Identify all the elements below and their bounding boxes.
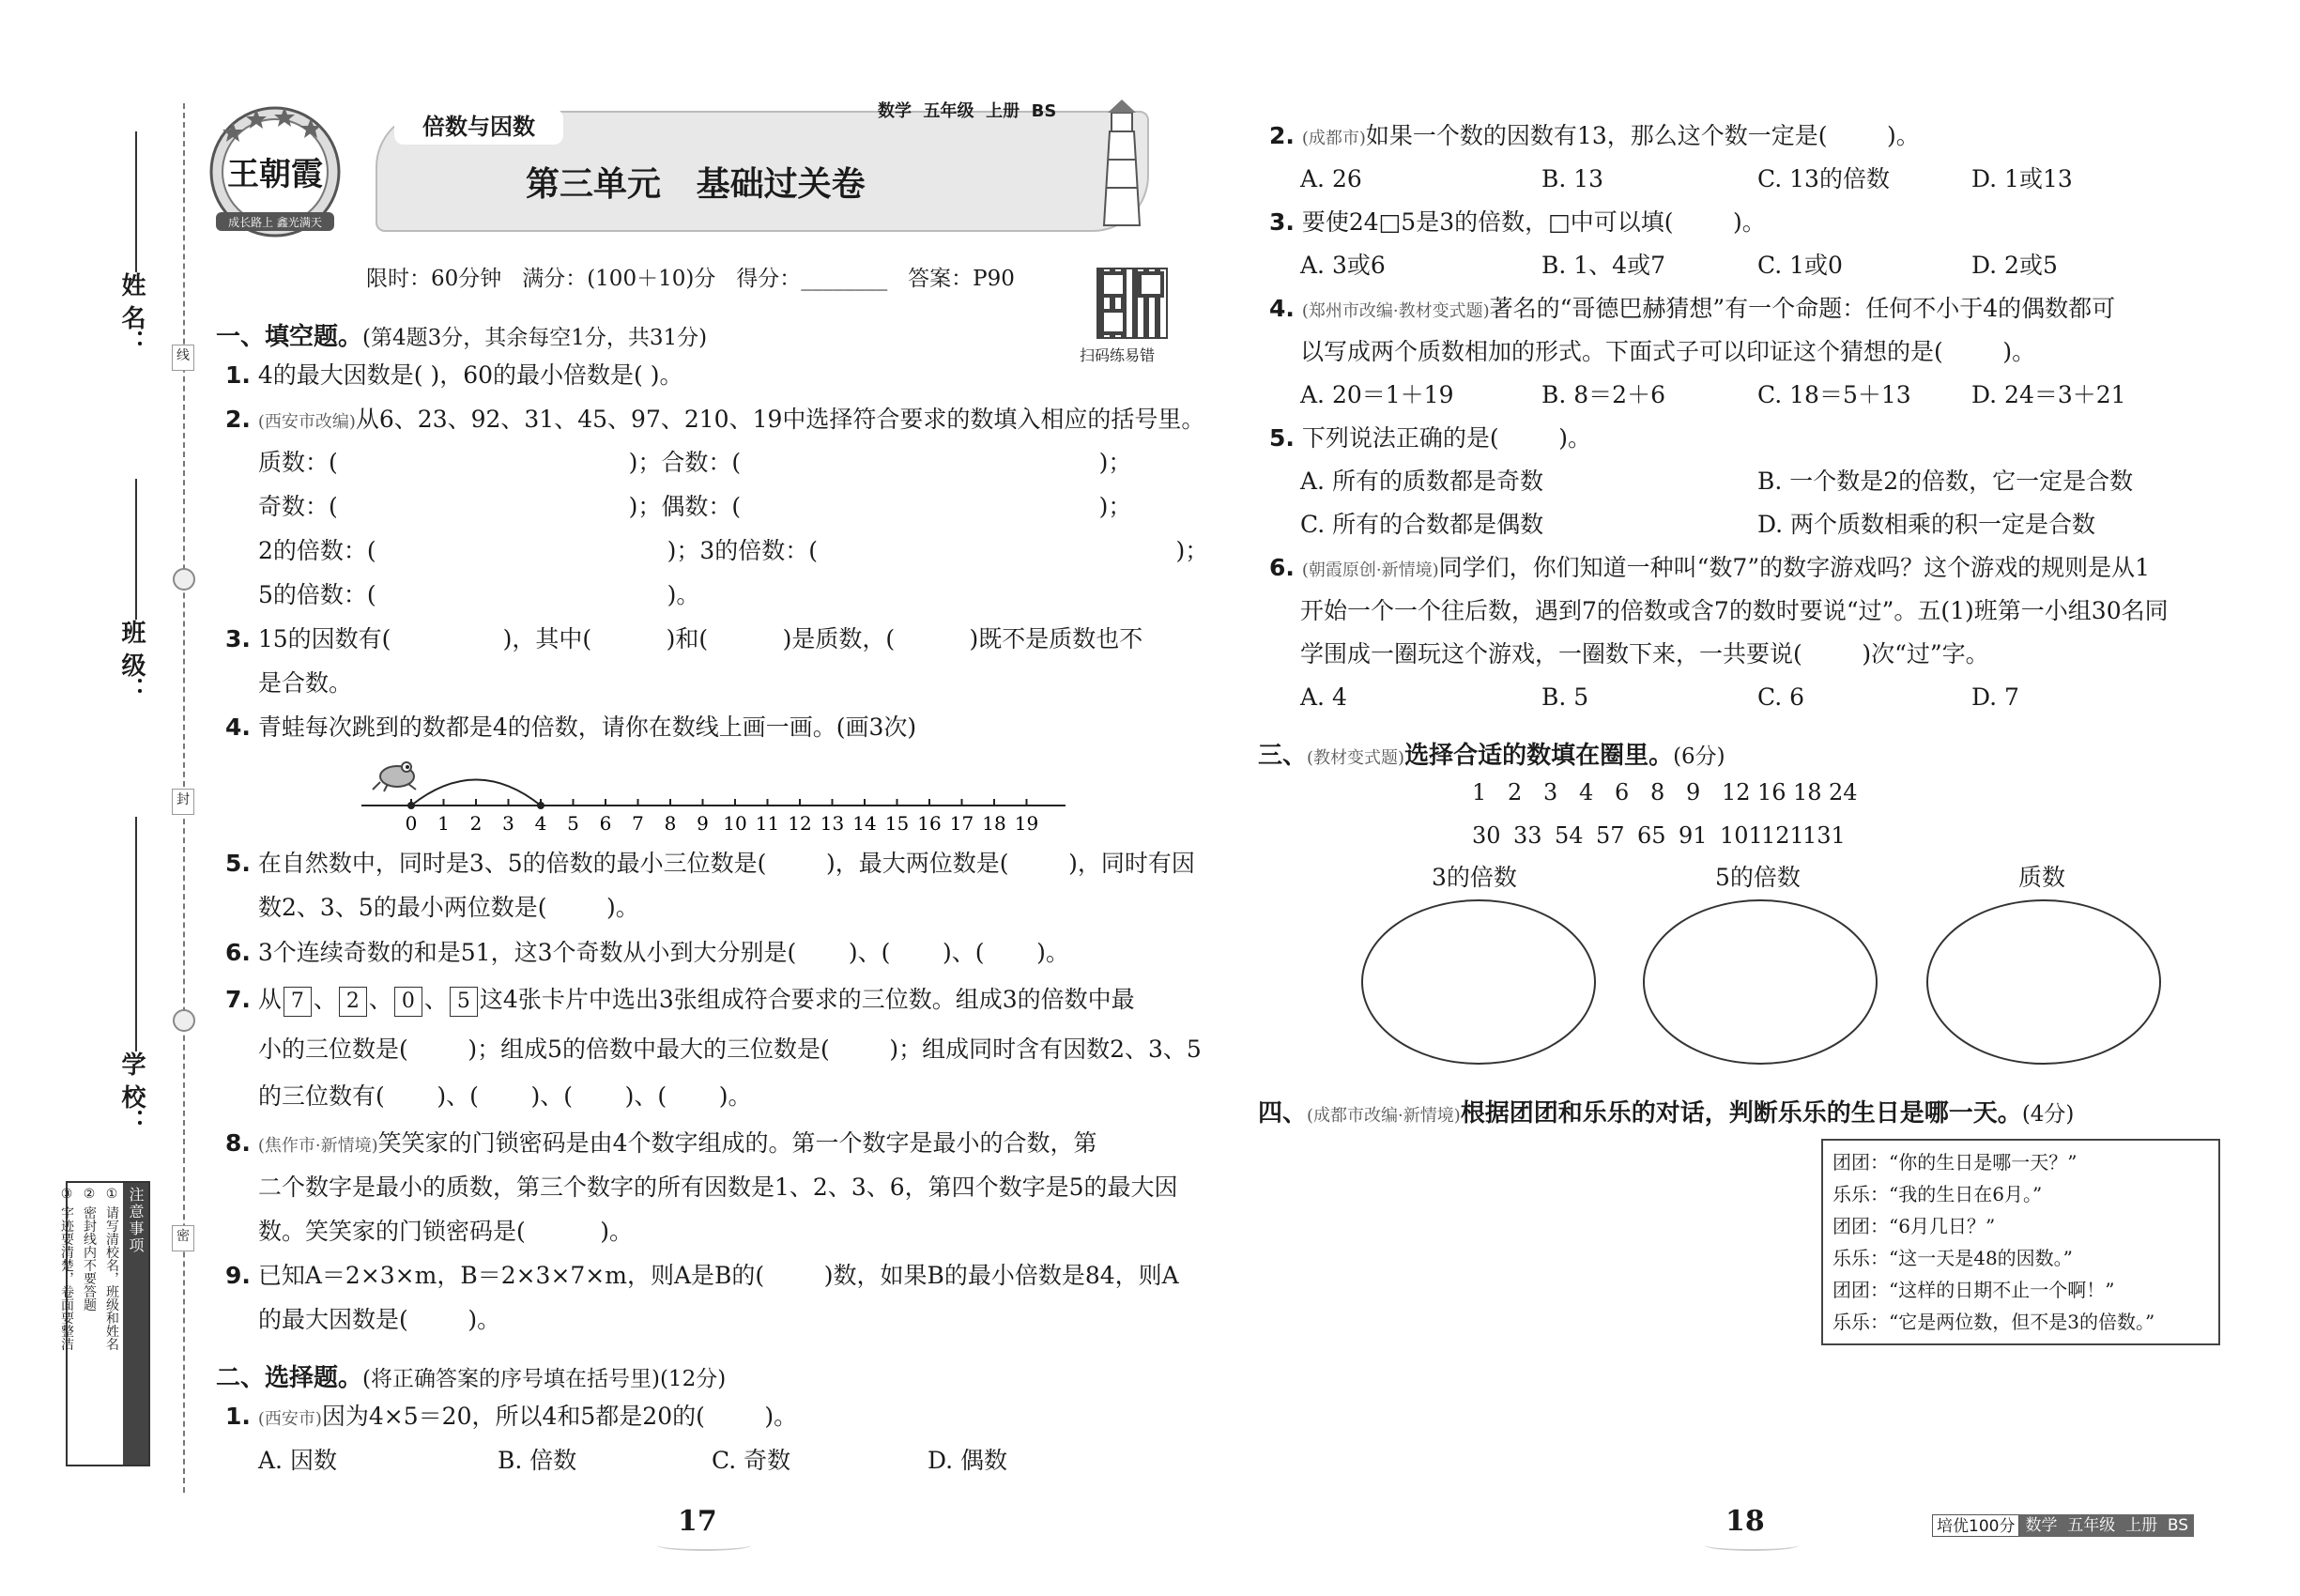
cut-mark: 线 <box>172 345 194 371</box>
name-field[interactable] <box>135 131 137 272</box>
tick-label: 17 <box>949 812 974 835</box>
question-text: 下列说法正确的是( )。 <box>1301 424 1591 452</box>
notice-box <box>59 1181 150 1466</box>
page-title: 第三单元 基础过关卷 <box>526 165 866 204</box>
number-card: 0 <box>394 987 422 1017</box>
source-tag: (焦作市·新情境) <box>257 1136 378 1156</box>
q1-2-mult2: 2的倍数：( )；3的倍数：( )； <box>258 537 1209 564</box>
option[interactable]: A. 所有的质数都是奇数 <box>1300 468 1543 495</box>
option[interactable]: C. 13的倍数 <box>1757 165 1890 192</box>
q2-4-cont: 以写成两个质数相加的形式。下面式子可以印证这个猜想的是( )。 <box>1300 338 2036 365</box>
cut-mark: 密 <box>172 1225 194 1251</box>
q1-2-prime: 质数：( )；合数：( )； <box>258 449 1132 476</box>
tick-label: 12 <box>788 812 812 835</box>
candidate-number: 33 <box>1513 822 1542 849</box>
candidate-number: 131 <box>1802 822 1846 849</box>
punch-hole <box>173 1009 195 1032</box>
tick-label: 3 <box>502 812 514 835</box>
q2-4: 4. (郑州市改编·教材变式题)著名的“哥德巴赫猜想”有一个命题：任何不小于4的偶数都可 <box>1269 295 2116 322</box>
notice-item: ① 请写清校名，班级和姓名 <box>104 1187 119 1351</box>
exam-info: 限时：60分钟 满分：(100＋10)分 得分：________ 答案：P90 <box>366 267 1015 291</box>
candidate-number: 18 <box>1793 779 1822 806</box>
candidate-number: 9 <box>1686 779 1701 806</box>
notice-item: ③ 字迹要清楚，卷面要整洁 <box>59 1187 74 1351</box>
brand-logo <box>205 101 345 242</box>
footer-badge-brand: 培优100分 <box>1932 1514 2019 1537</box>
q1-7: 7. 从 7 、 2 、 0 、 5 这4张卡片中选出3张组成符合要求的三位数。组成3的倍数中最 <box>225 986 1135 1017</box>
tick-label: 19 <box>1014 812 1039 835</box>
section2-title <box>216 1358 726 1393</box>
tick-label: 10 <box>723 812 747 835</box>
tick-label: 9 <box>697 812 709 835</box>
source-tag: (教材变式题) <box>1307 748 1405 768</box>
section-text: 选择合适的数填在圈里。 <box>1404 742 1674 770</box>
option[interactable]: D. 两个质数相乘的积一定是合数 <box>1757 511 2096 538</box>
tick-label: 16 <box>917 812 942 835</box>
question-text: 要使24□5是3的倍数，□中可以填( )。 <box>1301 208 1766 236</box>
dialog-line: 乐乐：“它是两位数，但不是3的倍数。” <box>1832 1311 2155 1333</box>
section-heading: 三、 <box>1258 742 1308 770</box>
question-text: 这4张卡片中选出3张组成符合要求的三位数。组成3的倍数中最 <box>479 986 1135 1013</box>
answer-circle-primes[interactable] <box>1926 899 2161 1065</box>
tick-label: 14 <box>852 812 877 835</box>
qr-label: 扫码练易错 <box>1080 346 1156 364</box>
q1-5-cont: 数2、3、5的最小两位数是( )。 <box>258 894 639 921</box>
circle-label: 5的倍数 <box>1715 864 1801 891</box>
option[interactable]: A. 20＝1＋19 <box>1300 381 1454 408</box>
page-number-left: 17 <box>678 1505 717 1538</box>
source-tag: (西安市改编) <box>257 412 356 432</box>
dialog-line: 乐乐：“我的生日在6月。” <box>1832 1183 2043 1205</box>
candidate-number: 8 <box>1650 779 1665 806</box>
source-tag: (朝霞原创·新情境) <box>1301 560 1439 580</box>
option[interactable]: C. 1或0 <box>1757 252 1843 279</box>
number-card: 7 <box>284 987 312 1017</box>
answer-circle-multiples-of-5[interactable] <box>1643 899 1878 1065</box>
q2-6: 6. (朝霞原创·新情境)同学们，你们知道一种叫“数7”的数字游戏吗？这个游戏的规则是从1 <box>1269 554 2151 581</box>
candidate-number: 4 <box>1579 779 1594 806</box>
footer-badge <box>1932 1514 2194 1537</box>
q1-8: 8. (焦作市·新情境)笑笑家的门锁密码是由4个数字组成的。第一个数字是最小的合数，第 <box>225 1129 1097 1157</box>
qr-code[interactable] <box>1096 268 1168 339</box>
q1-9-cont: 的最大因数是( )。 <box>258 1306 501 1333</box>
option[interactable]: B. 1、4或7 <box>1541 252 1665 279</box>
question-text: 如果一个数的因数有13，那么这个数一定是( )。 <box>1365 122 1920 149</box>
q1-7-cont: 的三位数有( )、( )、( )、( )。 <box>258 1082 752 1110</box>
book-meta: 数学 五年级 上册 BS <box>878 101 1057 121</box>
candidate-number: 3 <box>1543 779 1558 806</box>
source-tag: (成都市) <box>1301 129 1366 148</box>
number-row <box>1472 822 1923 851</box>
option[interactable]: D. 偶数 <box>928 1447 1008 1474</box>
tick-label: 1 <box>437 812 450 835</box>
frog-icon <box>371 756 422 793</box>
option[interactable]: D. 1或13 <box>1971 165 2073 192</box>
q2-2: 2. (成都市)如果一个数的因数有13，那么这个数一定是( )。 <box>1269 122 1920 149</box>
section1-title <box>216 317 707 352</box>
section-text: 根据团团和乐乐的对话，判断乐乐的生日是哪一天。 <box>1460 1099 2022 1128</box>
tick-label: 0 <box>405 812 418 835</box>
q1-2: 2. (西安市改编)从6、23、92、31、45、97、210、19中选择符合要求的数填入相应的括号里。 <box>225 406 1205 433</box>
candidate-number: 121 <box>1761 822 1804 849</box>
footer-badge-meta: 数学 五年级 上册 BS <box>2019 1514 2194 1537</box>
notice-title: 注意事项 <box>123 1183 148 1465</box>
option[interactable]: B. 一个数是2的倍数，它一定是合数 <box>1757 468 2134 495</box>
brand-name: 王朝霞 <box>227 156 323 193</box>
section-note: (将正确答案的序号填在括号里)(12分) <box>362 1367 727 1391</box>
punch-hole <box>173 568 195 591</box>
cut-mark: 封 <box>172 789 194 815</box>
q1-2-odd: 奇数：( )；偶数：( )； <box>258 493 1132 520</box>
candidate-number: 2 <box>1508 779 1523 806</box>
q1-8-cont: 数。笑笑家的门锁密码是( )。 <box>258 1218 633 1245</box>
name-label: 姓 名： <box>117 272 146 355</box>
option[interactable]: A. 4 <box>1300 683 1347 711</box>
section-note: (4分) <box>2021 1102 2075 1127</box>
question-text: 15的因数有( )，其中( )和( )是质数，( )既不是质数也不 <box>257 625 1143 652</box>
source-tag: (郑州市改编·教材变式题) <box>1301 301 1490 321</box>
candidate-number: 57 <box>1596 822 1625 849</box>
q1-7-cont: 小的三位数是( )；组成5的倍数中最大的三位数是( )；组成同时含有因数2、3、5 <box>258 1036 1202 1063</box>
question-text: 已知A＝2×3×m，B＝2×3×7×m，则A是B的( )数，如果B的最小倍数是84，则A <box>257 1262 1179 1289</box>
wave-ornament <box>657 1540 751 1551</box>
question-text: 因为4×5＝20，所以4和5都是20的( )。 <box>321 1403 798 1430</box>
tick-label: 13 <box>820 812 845 835</box>
option[interactable]: C. 18＝5＋13 <box>1757 381 1911 408</box>
jump-point <box>537 802 544 809</box>
q2-6-cont: 开始一个一个往后数，遇到7的倍数或含7的数时要说“过”。五(1)班第一小组30名同 <box>1300 597 2169 624</box>
tick-label: 18 <box>982 812 1006 835</box>
option[interactable]: C. 所有的合数都是偶数 <box>1300 511 1544 538</box>
option[interactable]: B. 倍数 <box>498 1447 577 1474</box>
option[interactable]: C. 奇数 <box>712 1447 791 1474</box>
circle-label: 质数 <box>2018 864 2066 891</box>
option[interactable]: D. 7 <box>1971 683 2019 711</box>
class-field[interactable] <box>135 479 137 620</box>
q1-3: 3. 15的因数有( )，其中( )和( )是质数，( )既不是质数也不 <box>225 625 1143 652</box>
source-tag: (成都市改编·新情境) <box>1307 1106 1461 1126</box>
source-tag: (西安市) <box>257 1409 322 1429</box>
option[interactable]: D. 2或5 <box>1971 252 2058 279</box>
page-number-right: 18 <box>1725 1505 1765 1538</box>
question-text: 笑笑家的门锁密码是由4个数字组成的。第一个数字是最小的合数，第 <box>377 1129 1097 1157</box>
topic-tab: 倍数与因数 <box>394 109 563 145</box>
q1-1: 1. 4的最大因数是( )，60的最小倍数是( )。 <box>225 361 683 389</box>
candidate-number: 1 <box>1472 779 1487 806</box>
q2-6-cont: 学围成一圈玩这个游戏，一圈数下来，一共要说( )次“过”字。 <box>1300 640 1989 668</box>
candidate-number: 24 <box>1829 779 1858 806</box>
candidate-number: 12 <box>1722 779 1751 806</box>
candidate-number: 54 <box>1555 822 1584 849</box>
class-label: 班 级： <box>117 620 146 702</box>
q1-3-cont: 是合数。 <box>258 669 353 697</box>
candidate-number: 91 <box>1679 822 1708 849</box>
dialog-line: 团团：“6月几日？” <box>1832 1215 1996 1237</box>
q1-9: 9. 已知A＝2×3×m，B＝2×3×7×m，则A是B的( )数，如果B的最小倍数是84，则A <box>225 1262 1179 1289</box>
lighthouse-icon <box>1089 94 1155 235</box>
tick-label: 5 <box>567 812 579 835</box>
question-text: 3个连续奇数的和是51，这3个奇数从小到大分别是( )、( )、( )。 <box>257 939 1069 966</box>
question-text: 从6、23、92、31、45、97、210、19中选择符合要求的数填入相应的括号里。 <box>355 406 1205 433</box>
question-text: 著名的“哥德巴赫猜想”有一个命题：任何不小于4的偶数都可 <box>1489 295 2116 322</box>
tick-label: 15 <box>884 812 910 835</box>
number-card: 2 <box>339 987 367 1017</box>
tick-label: 11 <box>755 812 780 835</box>
q1-2-mult5: 5的倍数：( )。 <box>258 581 700 608</box>
question-text: 同学们，你们知道一种叫“数7”的数字游戏吗？这个游戏的规则是从1 <box>1438 554 2151 581</box>
option[interactable]: A. 26 <box>1300 165 1362 192</box>
dialog-box <box>1821 1139 2220 1345</box>
option[interactable]: B. 8＝2＋6 <box>1541 381 1665 408</box>
question-text: 在自然数中，同时是3、5的倍数的最小三位数是( )，最大两位数是( )，同时有因 <box>257 850 1195 877</box>
candidate-number: 101 <box>1720 822 1763 849</box>
question-text: 4的最大因数是( )，60的最小倍数是( )。 <box>257 361 683 389</box>
number-row <box>1472 779 1923 807</box>
number-line[interactable] <box>357 751 1070 840</box>
school-field[interactable] <box>135 817 137 1051</box>
number-line-svg <box>357 751 1070 840</box>
section-note: (6分) <box>1673 744 1725 769</box>
number-card: 5 <box>450 987 478 1017</box>
tick-label: 2 <box>469 812 483 835</box>
option[interactable]: B. 5 <box>1541 683 1589 711</box>
question-text: 青蛙每次跳到的数都是4的倍数，请你在数线上画一画。(画3次) <box>257 714 917 741</box>
section4-title <box>1258 1094 2074 1128</box>
section3-title <box>1258 736 1725 771</box>
candidate-number: 6 <box>1615 779 1630 806</box>
tick-label: 8 <box>664 812 677 835</box>
circle-label: 3的倍数 <box>1432 864 1517 891</box>
option[interactable]: A. 3或6 <box>1300 252 1386 279</box>
tick-label: 4 <box>534 812 547 835</box>
q1-6: 6. 3个连续奇数的和是51，这3个奇数从小到大分别是( )、( )、( )。 <box>225 939 1069 966</box>
tick-label: 7 <box>632 812 644 835</box>
option[interactable]: B. 13 <box>1541 165 1604 192</box>
section-note: (第4题3分，其余每空1分，共31分) <box>362 326 708 350</box>
section-heading: 四、 <box>1258 1099 1308 1128</box>
candidate-number: 65 <box>1637 822 1666 849</box>
q2-3: 3. 要使24□5是3的倍数，□中可以填( )。 <box>1269 208 1766 236</box>
candidate-number: 16 <box>1757 779 1786 806</box>
option[interactable]: D. 24＝3＋21 <box>1971 381 2126 408</box>
option[interactable]: A. 因数 <box>258 1447 337 1474</box>
q2-1: 1. (西安市)因为4×5＝20，所以4和5都是20的( )。 <box>225 1403 798 1430</box>
q1-8-cont: 二个数字是最小的质数，第三个数字的所有因数是1、2、3、6，第四个数字是5的最大因 <box>258 1174 1178 1201</box>
notice-item: ② 密封线内不要答题 <box>82 1187 97 1312</box>
question-text: 从 <box>257 986 282 1013</box>
candidate-number: 30 <box>1472 822 1501 849</box>
q1-4: 4. 青蛙每次跳到的数都是4的倍数，请你在数线上画一画。(画3次) <box>225 714 917 741</box>
wave-ornament <box>1705 1540 1799 1551</box>
option[interactable]: C. 6 <box>1757 683 1805 711</box>
answer-circle-multiples-of-3[interactable] <box>1361 899 1596 1065</box>
q2-5: 5. 下列说法正确的是( )。 <box>1269 424 1591 452</box>
jump-point <box>407 802 415 809</box>
q1-5: 5. 在自然数中，同时是3、5的倍数的最小三位数是( )，最大两位数是( )，同时有因 <box>225 850 1195 877</box>
tick-label: 6 <box>599 812 612 835</box>
dialog-line: 团团：“这样的日期不止一个啊！” <box>1832 1279 2115 1301</box>
brand-slogan: 成长路上 鑫光满天 <box>228 216 322 229</box>
section-heading: 二、选择题。 <box>216 1364 363 1392</box>
dialog-line: 乐乐：“这一天是48的因数。” <box>1832 1247 2073 1269</box>
school-label: 学 校： <box>117 1051 146 1134</box>
section-heading: 一、填空题。 <box>216 323 363 351</box>
dialog-line: 团团：“你的生日是哪一天？” <box>1832 1151 2078 1174</box>
